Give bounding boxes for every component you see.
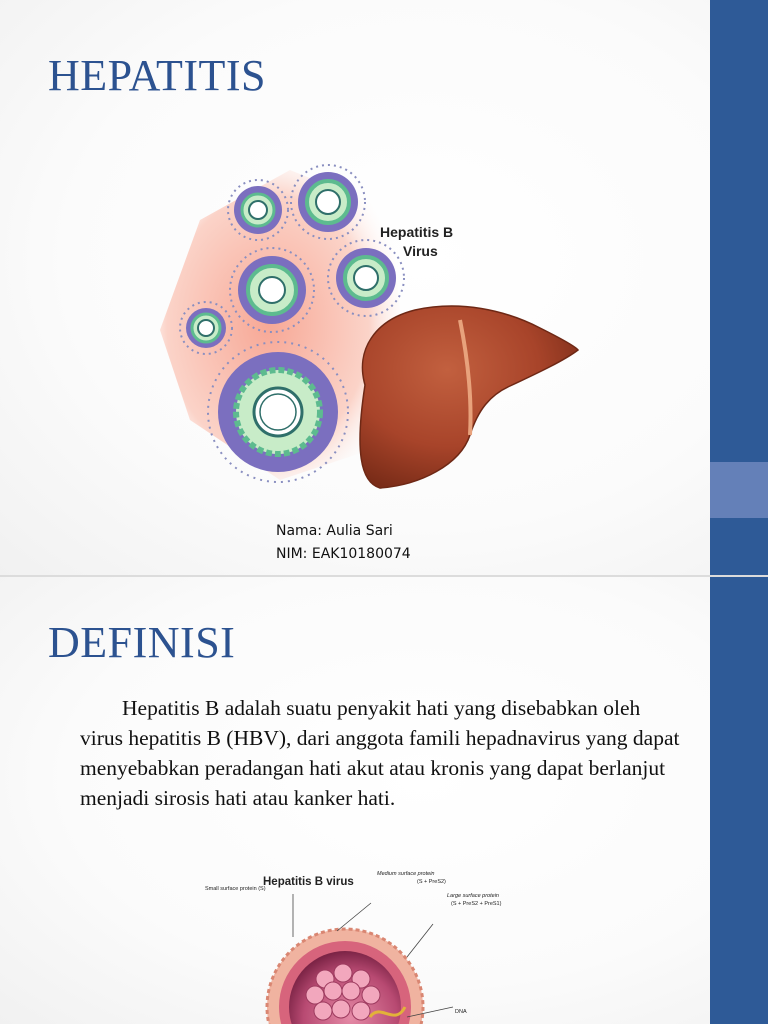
definition-paragraph: Hepatitis B adalah suatu penyakit hati yang disebabkan oleh virus hepatitis B (HBV), dari anggota famili hepadnavirus yang dapat menyebabkan peradangan hati akut atau kronis yang dapat berlanjut menjadi sirosis hati atau kanker hati. [80, 696, 680, 810]
label-large-surface-protein-formula: (S + PreS2 + PreS1) [451, 901, 502, 907]
student-id: NIM: EAK10180074 [276, 546, 411, 562]
hepatitis-b-virus-liver-illustration [160, 150, 600, 500]
student-name: Nama: Aulia Sari [276, 523, 393, 539]
slide-title: DEFINISI [48, 618, 236, 667]
slide-side-bar [710, 577, 768, 1024]
label-medium-surface-protein: Medium surface protein [377, 871, 435, 877]
label-medium-surface-protein-formula: (S + PreS2) [417, 879, 446, 885]
diagram-title: Hepatitis B virus [263, 876, 354, 888]
label-small-surface-protein: Small surface protein (S) [205, 886, 266, 892]
slide-2 [0, 577, 768, 1024]
figure-label-line2: Virus [403, 243, 438, 259]
figure-label-line1: Hepatitis B [380, 224, 454, 240]
slide-side-accent [710, 462, 768, 518]
hepatitis-b-virus-diagram [195, 867, 535, 1024]
label-large-surface-protein: Large surface protein [447, 893, 499, 899]
student-info [276, 520, 411, 566]
label-dna: DNA [455, 1009, 467, 1015]
slide-title: HEPATITIS [48, 51, 267, 100]
